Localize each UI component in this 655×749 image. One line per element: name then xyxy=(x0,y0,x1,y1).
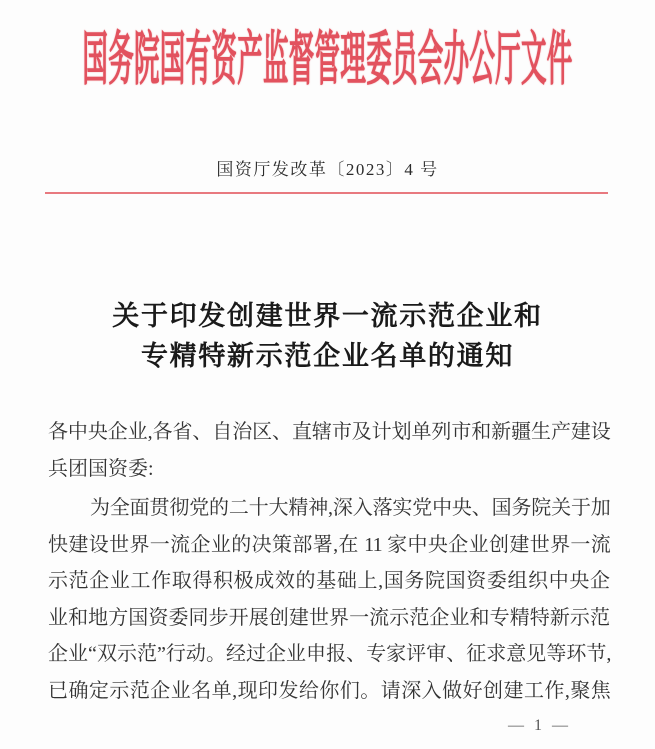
red-divider-line xyxy=(45,192,608,194)
addressee-line: 各中央企业,各省、自治区、直辖市及计划单列市和新疆生产建设 xyxy=(48,421,610,443)
paragraph-line: 示范企业工作取得积极成效的基础上,国务院国资委组织中央企 xyxy=(48,570,610,592)
notice-title xyxy=(0,296,655,376)
letterhead xyxy=(0,18,655,94)
page-number: — 1 — xyxy=(508,717,571,734)
notice-title-line2: 专精特新示范企业名单的通知 xyxy=(140,341,515,371)
document-number: 国资厅发改革〔2023〕4 号 xyxy=(216,160,439,179)
letterhead-title: 国务院国有资产监督管理委员会办公厅文件 xyxy=(82,26,573,93)
paragraph-line: 为全面贯彻党的二十大精神,深入落实党中央、国务院关于加 xyxy=(90,497,610,519)
addressee-block xyxy=(48,414,610,487)
paragraph-line: 企业“双示范”行动。经过企业申报、专家评审、征求意见等环节, xyxy=(48,643,610,665)
paragraph-line: 快建设世界一流企业的决策部署,在 11 家中央企业创建世界一流 xyxy=(48,533,610,556)
paragraph-line: 业和地方国资委同步开展创建世界一流示范企业和专精特新示范 xyxy=(48,606,610,629)
body-paragraph xyxy=(48,490,610,709)
notice-title-line1: 关于印发创建世界一流示范企业和 xyxy=(112,301,543,331)
paragraph-line: 已确定示范企业名单,现印发给你们。请深入做好创建工作,聚焦 xyxy=(48,679,610,702)
addressee-line: 兵团国资委: xyxy=(48,457,154,480)
